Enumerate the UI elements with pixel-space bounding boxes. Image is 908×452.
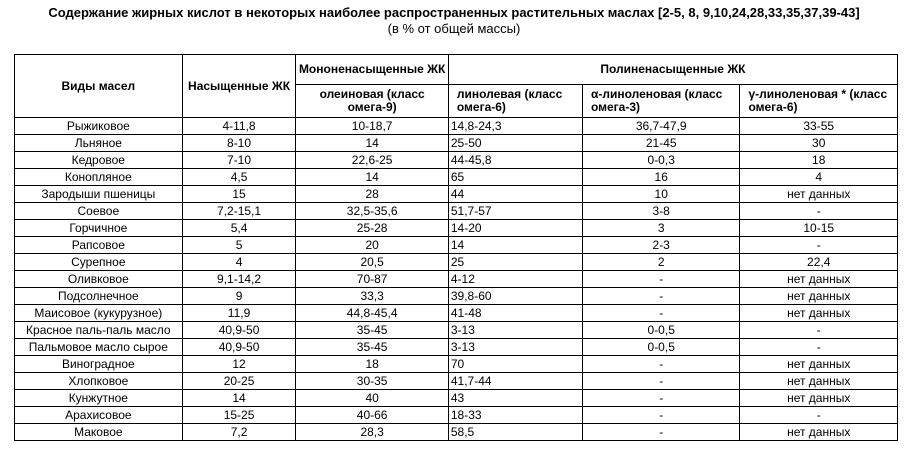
cell-saturated: 40,9-50 [182, 339, 296, 356]
cell-saturated: 12 [182, 356, 296, 373]
cell-oil-name: Соевое [15, 203, 183, 220]
cell-saturated: 15 [182, 186, 296, 203]
cell-alpha-linolenic: - [582, 407, 739, 424]
cell-oil-name: Зародыши пшеницы [15, 186, 183, 203]
cell-alpha-linolenic: 3-8 [582, 203, 739, 220]
cell-oil-name: Хлопковое [15, 373, 183, 390]
cell-oil-name: Оливковое [15, 271, 183, 288]
cell-saturated: 11,9 [182, 305, 296, 322]
cell-linoleic: 70 [448, 356, 582, 373]
cell-oil-name: Льняное [15, 135, 183, 152]
table-row [15, 186, 898, 203]
cell-gamma-linolenic: нет данных [740, 356, 898, 373]
table-row [15, 254, 898, 271]
cell-saturated: 20-25 [182, 373, 296, 390]
cell-linoleic: 14-20 [448, 220, 582, 237]
cell-linoleic: 39,8-60 [448, 288, 582, 305]
cell-saturated: 15-25 [182, 407, 296, 424]
cell-linoleic: 44 [448, 186, 582, 203]
cell-alpha-linolenic: 0-0,3 [582, 152, 739, 169]
cell-linoleic: 3-13 [448, 339, 582, 356]
cell-oleic: 18 [296, 356, 448, 373]
cell-saturated: 9,1-14,2 [182, 271, 296, 288]
cell-gamma-linolenic: нет данных [740, 373, 898, 390]
cell-oleic: 28 [296, 186, 448, 203]
table-row [15, 152, 898, 169]
cell-gamma-linolenic: нет данных [740, 186, 898, 203]
cell-linoleic: 18-33 [448, 407, 582, 424]
table-row [15, 356, 898, 373]
fatty-acid-table [14, 54, 898, 441]
cell-oil-name: Кунжутное [15, 390, 183, 407]
cell-linoleic: 14 [448, 237, 582, 254]
table-row [15, 373, 898, 390]
cell-oleic: 70-87 [296, 271, 448, 288]
cell-gamma-linolenic: нет данных [740, 390, 898, 407]
cell-oleic: 20 [296, 237, 448, 254]
cell-linoleic: 44-45,8 [448, 152, 582, 169]
cell-linoleic: 4-12 [448, 271, 582, 288]
cell-gamma-linolenic: 18 [740, 152, 898, 169]
header-alpha-linolenic: α-линоленовая (класс омега-3) [582, 85, 739, 118]
cell-gamma-linolenic: - [740, 339, 898, 356]
cell-oil-name: Кедровое [15, 152, 183, 169]
cell-gamma-linolenic: нет данных [740, 424, 898, 441]
cell-linoleic: 43 [448, 390, 582, 407]
table-row [15, 322, 898, 339]
table-header [15, 55, 898, 118]
cell-alpha-linolenic: 21-45 [582, 135, 739, 152]
cell-alpha-linolenic: 2 [582, 254, 739, 271]
cell-linoleic: 58,5 [448, 424, 582, 441]
cell-oil-name: Подсолнечное [15, 288, 183, 305]
cell-saturated: 8-10 [182, 135, 296, 152]
table-row [15, 407, 898, 424]
cell-alpha-linolenic: - [582, 305, 739, 322]
cell-alpha-linolenic: 2-3 [582, 237, 739, 254]
cell-oleic: 35-45 [296, 322, 448, 339]
table-row [15, 237, 898, 254]
cell-oil-name: Конопляное [15, 169, 183, 186]
cell-saturated: 9 [182, 288, 296, 305]
cell-alpha-linolenic: 0-0,5 [582, 322, 739, 339]
cell-linoleic: 14,8-24,3 [448, 118, 582, 135]
cell-oil-name: Арахисовое [15, 407, 183, 424]
header-poly: Полиненасыщенные ЖК [448, 55, 897, 85]
cell-linoleic: 51,7-57 [448, 203, 582, 220]
header-linoleic: линолевая (класс омега-6) [448, 85, 582, 118]
cell-saturated: 14 [182, 390, 296, 407]
cell-alpha-linolenic: - [582, 288, 739, 305]
cell-oleic: 32,5-35,6 [296, 203, 448, 220]
cell-gamma-linolenic: 33-55 [740, 118, 898, 135]
cell-gamma-linolenic: нет данных [740, 271, 898, 288]
table-row [15, 424, 898, 441]
cell-oleic: 20,5 [296, 254, 448, 271]
cell-oil-name: Сурепное [15, 254, 183, 271]
cell-oil-name: Красное паль-паль масло [15, 322, 183, 339]
cell-oleic: 10-18,7 [296, 118, 448, 135]
header-oil-types: Виды масел [15, 55, 183, 118]
cell-oleic: 33,3 [296, 288, 448, 305]
table-row [15, 339, 898, 356]
cell-gamma-linolenic: - [740, 322, 898, 339]
cell-oil-name: Маковое [15, 424, 183, 441]
header-mono: Мононенасыщенные ЖК [296, 55, 448, 85]
cell-gamma-linolenic: нет данных [740, 288, 898, 305]
cell-alpha-linolenic: - [582, 373, 739, 390]
cell-oleic: 28,3 [296, 424, 448, 441]
cell-saturated: 7,2-15,1 [182, 203, 296, 220]
cell-oleic: 25-28 [296, 220, 448, 237]
cell-saturated: 4,5 [182, 169, 296, 186]
cell-oleic: 14 [296, 169, 448, 186]
cell-alpha-linolenic: 16 [582, 169, 739, 186]
cell-linoleic: 65 [448, 169, 582, 186]
cell-oil-name: Горчичное [15, 220, 183, 237]
cell-alpha-linolenic: 10 [582, 186, 739, 203]
cell-linoleic: 41,7-44 [448, 373, 582, 390]
cell-saturated: 7-10 [182, 152, 296, 169]
cell-oleic: 35-45 [296, 339, 448, 356]
cell-linoleic: 25-50 [448, 135, 582, 152]
cell-gamma-linolenic: 4 [740, 169, 898, 186]
cell-oleic: 40 [296, 390, 448, 407]
table-row [15, 288, 898, 305]
page-subtitle: (в % от общей массы) [387, 21, 521, 36]
cell-alpha-linolenic: - [582, 390, 739, 407]
cell-oleic: 44,8-45,4 [296, 305, 448, 322]
cell-alpha-linolenic: 0-0,5 [582, 339, 739, 356]
cell-alpha-linolenic: - [582, 424, 739, 441]
cell-gamma-linolenic: 10-15 [740, 220, 898, 237]
cell-oil-name: Виноградное [15, 356, 183, 373]
cell-alpha-linolenic: 3 [582, 220, 739, 237]
header-row-1 [15, 55, 898, 85]
cell-saturated: 40,9-50 [182, 322, 296, 339]
cell-gamma-linolenic: 30 [740, 135, 898, 152]
cell-oleic: 40-66 [296, 407, 448, 424]
page-title: Содержание жирных кислот в некоторых наиболее распространенных растительных маслах [2-5, 8, 9,10,24,28,33,35,37,39-43] [48, 5, 860, 20]
cell-oil-name: Маисовое (кукурузное) [15, 305, 183, 322]
table-row [15, 135, 898, 152]
table-body [15, 118, 898, 441]
table-row [15, 305, 898, 322]
cell-gamma-linolenic: - [740, 407, 898, 424]
cell-gamma-linolenic: - [740, 203, 898, 220]
table-row [15, 169, 898, 186]
header-saturated: Насыщенные ЖК [182, 55, 296, 118]
cell-alpha-linolenic: - [582, 356, 739, 373]
table-row [15, 271, 898, 288]
table-row [15, 220, 898, 237]
cell-saturated: 5,4 [182, 220, 296, 237]
cell-linoleic: 3-13 [448, 322, 582, 339]
header-oleic: олеиновая (класс омега-9) [296, 85, 448, 118]
cell-alpha-linolenic: 36,7-47,9 [582, 118, 739, 135]
cell-gamma-linolenic: нет данных [740, 305, 898, 322]
cell-gamma-linolenic: - [740, 237, 898, 254]
cell-oleic: 30-35 [296, 373, 448, 390]
table-row [15, 203, 898, 220]
cell-saturated: 4 [182, 254, 296, 271]
cell-oil-name: Пальмовое масло сырое [15, 339, 183, 356]
cell-saturated: 7,2 [182, 424, 296, 441]
cell-oil-name: Рыжиковое [15, 118, 183, 135]
cell-saturated: 4-11,8 [182, 118, 296, 135]
table-row [15, 390, 898, 407]
table-row [15, 118, 898, 135]
cell-oleic: 22,6-25 [296, 152, 448, 169]
cell-gamma-linolenic: 22,4 [740, 254, 898, 271]
cell-alpha-linolenic: - [582, 271, 739, 288]
header-gamma-linolenic: γ-линоленовая * (класс омега-6) [740, 85, 898, 118]
cell-oil-name: Рапсовое [15, 237, 183, 254]
cell-linoleic: 41-48 [448, 305, 582, 322]
cell-oleic: 14 [296, 135, 448, 152]
cell-linoleic: 25 [448, 254, 582, 271]
cell-saturated: 5 [182, 237, 296, 254]
